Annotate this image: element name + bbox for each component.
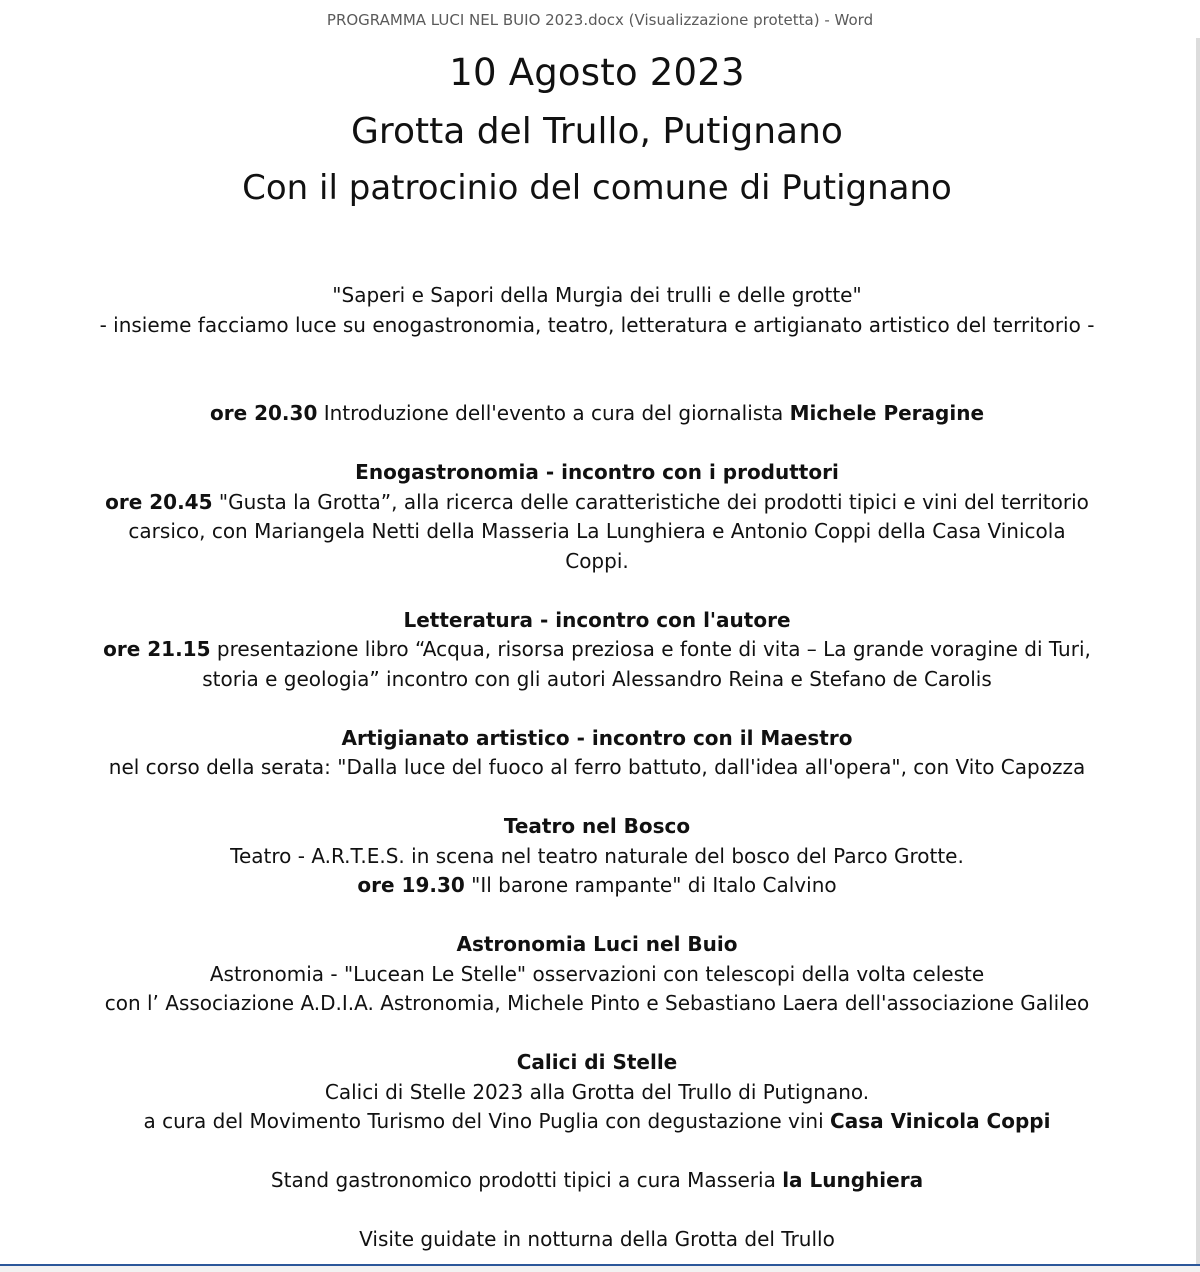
spacer xyxy=(0,783,1194,813)
teatro-text-2: "Il barone rampante" di Italo Calvino xyxy=(464,873,837,897)
calici-text-2: a cura del Movimento Turismo del Vino Puglia con degustazione vini xyxy=(143,1109,831,1133)
artigianato-line-1: nel corso della serata: "Dalla luce del fuoco al ferro battuto, dall'idea all'opera", con Vito Capozza xyxy=(108,755,1086,779)
spacer xyxy=(0,1019,1194,1049)
spacer xyxy=(0,429,1194,459)
section-heading-astronomia: Astronomia Luci nel Buio xyxy=(456,932,738,956)
enogastronomia-text-1: "Gusta la Grotta”, alla ricerca delle caratteristiche dei prodotti tipici e vini del territorio xyxy=(212,489,1089,514)
section-heading-teatro: Teatro nel Bosco xyxy=(503,814,691,838)
intro-text: Introduzione dell'evento a cura del giornalista xyxy=(317,401,790,425)
section-heading-enogastronomia: Enogastronomia - incontro con i produttori xyxy=(355,460,839,484)
spacer xyxy=(0,576,1194,606)
letteratura-time: ore 21.15 xyxy=(103,637,211,661)
spacer xyxy=(0,694,1194,724)
intro-host: Michele Peragine xyxy=(789,401,985,425)
letteratura-text-1: presentazione libro “Acqua, risorsa preziosa e fonte di vita – La grande voragine di Turi, xyxy=(210,637,1091,661)
calici-winery: Casa Vinicola Coppi xyxy=(830,1109,1051,1133)
spacer xyxy=(0,901,1194,931)
enogastronomia-line-2: carsico, con Mariangela Netti della Masseria La Lunghiera e Antonio Coppi della Casa Vinicola xyxy=(128,519,1066,543)
enogastronomia-line-3: Coppi. xyxy=(565,548,629,573)
section-heading-calici: Calici di Stelle xyxy=(516,1050,678,1074)
teatro-line-2 xyxy=(0,871,1194,901)
vertical-scrollbar[interactable] xyxy=(1196,38,1200,1264)
teatro-line-1: Teatro - A.R.T.E.S. in scena nel teatro naturale del bosco del Parco Grotte. xyxy=(230,843,964,868)
subtitle-line: "Saperi e Sapori della Murgia dei trulli e delle grotte" xyxy=(332,283,862,307)
spacer xyxy=(0,216,1194,281)
event-patronage: Con il patrocinio del comune di Putignano xyxy=(242,168,952,208)
spacer xyxy=(0,1196,1194,1226)
calici-line-2 xyxy=(0,1107,1194,1137)
intro-time: ore 20.30 xyxy=(209,401,318,425)
tagline-line: - insieme facciamo luce su enogastronomia, teatro, letteratura e artigianato artistico del territorio - xyxy=(99,312,1095,337)
calici-line-1: Calici di Stelle 2023 alla Grotta del Trullo di Putignano. xyxy=(324,1079,870,1104)
teatro-time: ore 19.30 xyxy=(357,873,465,897)
section-heading-artigianato: Artigianato artistico - incontro con il Maestro xyxy=(341,725,853,750)
visite-line: Visite guidate in notturna della Grotta del Trullo xyxy=(359,1227,835,1251)
stand-masseria: la Lunghiera xyxy=(782,1168,924,1192)
document-page xyxy=(0,38,1194,1255)
status-bar-edge xyxy=(0,1264,1200,1272)
event-date: 10 Agosto 2023 xyxy=(449,51,745,94)
stand-line xyxy=(0,1166,1194,1196)
intro-line xyxy=(0,399,1194,429)
window-title: PROGRAMMA LUCI NEL BUIO 2023.docx (Visualizzazione protetta) - Word xyxy=(0,0,1200,38)
stand-text: Stand gastronomico prodotti tipici a cura Masseria xyxy=(270,1168,783,1192)
letteratura-line-1 xyxy=(0,635,1194,665)
astronomia-line-1: Astronomia - "Lucean Le Stelle" osservazioni con telescopi della volta celeste xyxy=(209,961,985,986)
enogastronomia-line-1 xyxy=(0,488,1194,518)
section-heading-letteratura: Letteratura - incontro con l'autore xyxy=(403,607,791,632)
astronomia-line-2: con l’ Associazione A.D.I.A. Astronomia, Michele Pinto e Sebastiano Laera dell'associazione Galileo xyxy=(104,991,1090,1015)
enogastronomia-time: ore 20.45 xyxy=(105,489,213,514)
spacer xyxy=(0,1137,1194,1167)
spacer xyxy=(0,340,1194,399)
letteratura-line-2: storia e geologia” incontro con gli autori Alessandro Reina e Stefano de Carolis xyxy=(202,666,992,691)
event-venue: Grotta del Trullo, Putignano xyxy=(351,111,843,152)
